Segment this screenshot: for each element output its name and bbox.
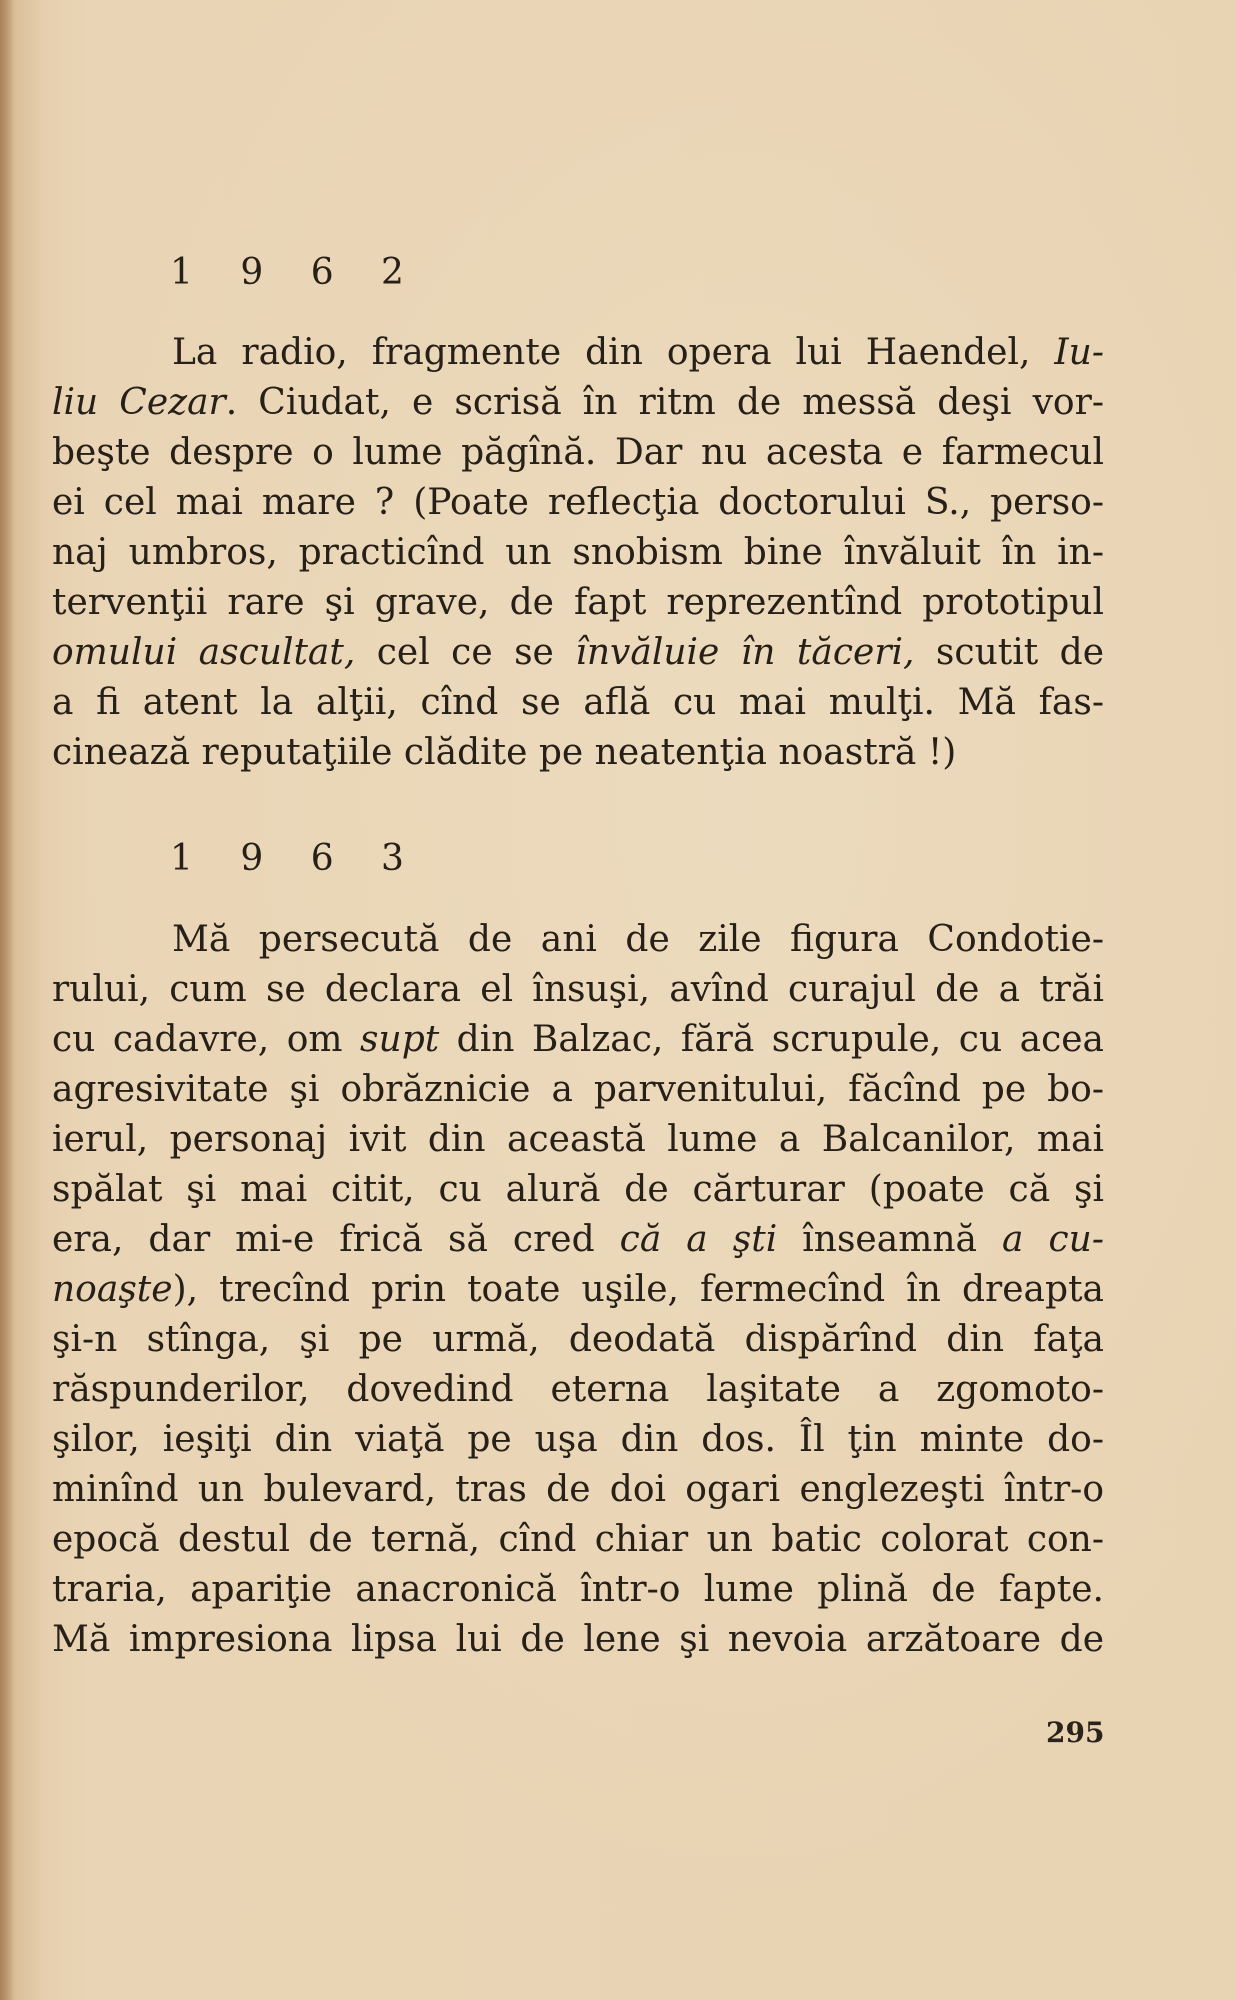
text-line: Mă persecută de ani de zile figura Condotie- — [172, 919, 1104, 960]
year-heading-1963: 1 9 6 3 — [170, 838, 422, 879]
text-line: a fi atent la alţii, cînd se află cu mai mulţi. Mă fas- — [52, 682, 1104, 723]
text-line: liu Cezar. Ciudat, e scrisă în ritm de messă deşi vor- — [52, 382, 1104, 423]
text-line: Mă impresiona lipsa lui de lene şi nevoia arzătoare de — [52, 1619, 1104, 1660]
text-line: naj umbros, practicînd un snobism bine învăluit în in- — [52, 532, 1104, 573]
text-line: cu cadavre, om supt din Balzac, fără scrupule, cu acea — [52, 1019, 1105, 1060]
text-line: La radio, fragmente din opera lui Haendel, Iu- — [172, 332, 1104, 373]
text-line: rului, cum se declara el însuşi, avînd curajul de a trăi — [52, 969, 1104, 1010]
year-heading-1962: 1 9 6 2 — [170, 252, 422, 293]
text-line: ierul, personaj ivit din această lume a Balcanilor, mai — [52, 1119, 1104, 1160]
text-line: răspunderilor, dovedind eterna laşitate a zgomoto- — [52, 1369, 1104, 1410]
text-line: minînd un bulevard, tras de doi ogari englezeşti într-o — [52, 1469, 1104, 1510]
text-line: şi-n stînga, şi pe urmă, deodată dispărînd din faţa — [52, 1319, 1104, 1360]
page-number: 295 — [1046, 1716, 1105, 1749]
text-line: traria, apariţie anacronică într-o lume plină de fapte. — [52, 1569, 1104, 1610]
text-line: epocă destul de ternă, cînd chiar un batic colorat con- — [52, 1519, 1104, 1560]
text-line: tervenţii rare şi grave, de fapt reprezentînd prototipul — [52, 582, 1104, 623]
text-line: era, dar mi-e frică să cred că a şti înseamnă a cu- — [52, 1219, 1105, 1260]
text-line: cinează reputaţiile clădite pe neatenţia noastră !) — [52, 732, 957, 773]
text-line: ei cel mai mare ? (Poate reflecţia doctorului S., perso- — [52, 482, 1104, 523]
text-line: omului ascultat, cel ce se învăluie în tăceri, scutit de — [52, 632, 1104, 673]
text-line: spălat şi mai citit, cu alură de cărturar (poate că şi — [52, 1169, 1104, 1210]
binding-shadow — [0, 0, 14, 2000]
text-line: beşte despre o lume păgînă. Dar nu acesta e farmecul — [52, 432, 1104, 473]
text-line: şilor, ieşiţi din viaţă pe uşa din dos. Îl ţin minte do- — [52, 1419, 1104, 1460]
text-line: agresivitate şi obrăznicie a parvenitului, făcînd pe bo- — [52, 1069, 1104, 1110]
text-line: noaşte), trecînd prin toate uşile, fermecînd în dreapta — [52, 1269, 1104, 1310]
